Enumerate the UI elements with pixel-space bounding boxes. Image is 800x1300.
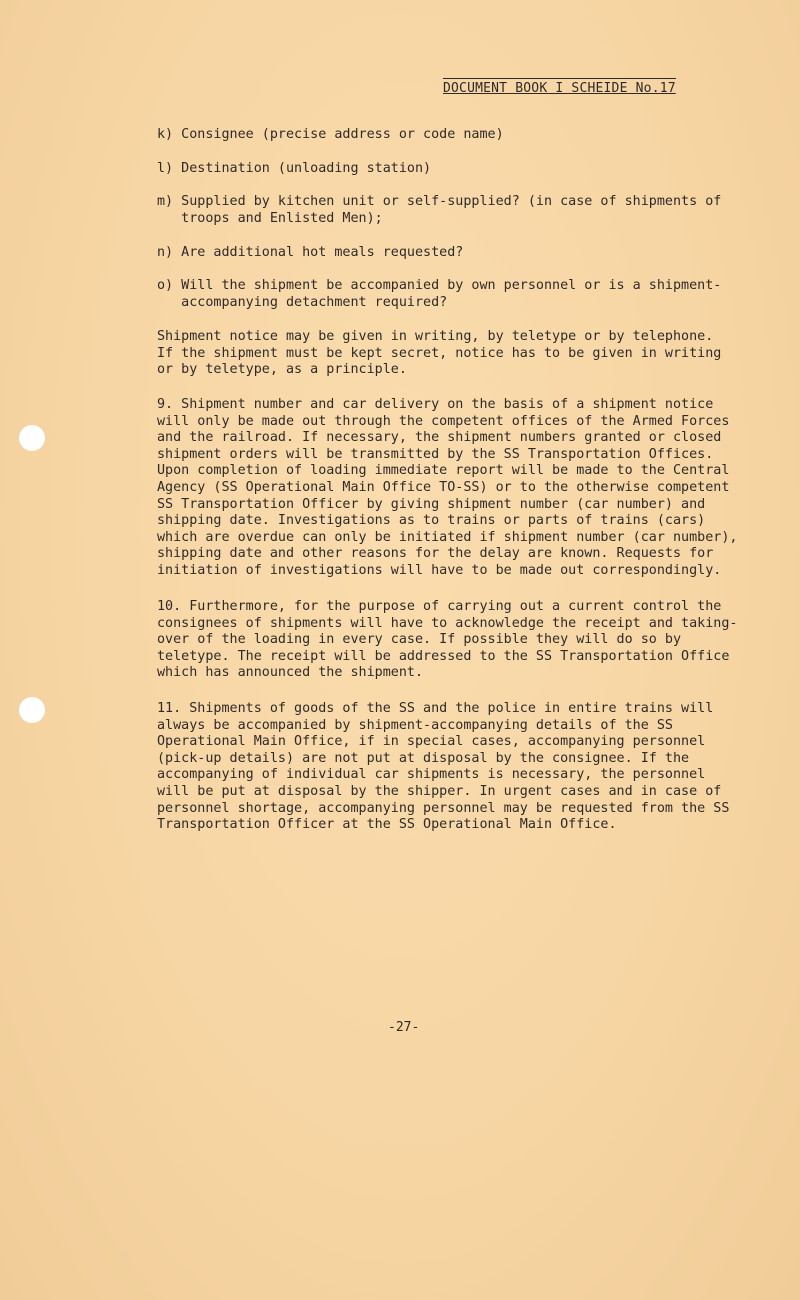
list-item-k: k) Consignee (precise address or code name) — [157, 127, 504, 142]
document-reference-header: DOCUMENT BOOK I SCHEIDE No.17 — [443, 78, 676, 96]
paragraph-10: 10. Furthermore, for the purpose of carrying out a current control the consignees of shipments will have to acknowledge the receipt and taking- over of the loading in every case. If possible they will do so by teletype. The receipt will be addressed to the SS Transportation Office which has announced the shipment. — [157, 599, 738, 681]
page-number: -27- — [388, 1020, 420, 1035]
punch-hole — [19, 425, 45, 451]
paragraph-11: 11. Shipments of goods of the SS and the police in entire trains will always be accompanied by shipment-accompanying details of the SS Operational Main Office, if in special cases, accompanying personnel (pick-up details) are not put at disposal by the consignee. If the accompanying of individual car shipments is necessary, the personnel will be put at disposal by the shipper. In urgent cases and in case of personnel shortage, accompanying personnel may be requested from the SS Transportation Officer at the SS Operational Main Office. — [157, 701, 730, 833]
list-item-o: o) Will the shipment be accompanied by own personnel or is a shipment- accompanying detachment required? — [157, 278, 722, 310]
list-item-n: n) Are additional hot meals requested? — [157, 245, 464, 260]
paragraph-9: 9. Shipment number and car delivery on the basis of a shipment notice will only be made out through the competent offices of the Armed Forces and the railroad. If necessary, the shipment numbers granted or closed shipment orders will be transmitted by the SS Transportation Offices. Upon completion of loading immediate report will be made to the Central Agency (SS Operational Main Office TO-SS) or to the otherwise competent SS Transportation Officer by giving shipment number (car number) and shipping date. Investigations as to trains or parts of trains (cars) which are overdue can only be initiated if shipment number (car number), shipping date and other reasons for the delay are known. Requests for initiation of investigations will have to be made out correspondingly. — [157, 397, 738, 578]
list-item-l: l) Destination (unloading station) — [157, 161, 432, 176]
list-item-m: m) Supplied by kitchen unit or self-supplied? (in case of shipments of troops and Enlisted Men); — [157, 194, 722, 226]
paragraph-shipment-notice: Shipment notice may be given in writing, by teletype or by telephone. If the shipment must be kept secret, notice has to be given in writing or by teletype, as a principle. — [157, 329, 722, 378]
punch-hole — [19, 697, 45, 723]
